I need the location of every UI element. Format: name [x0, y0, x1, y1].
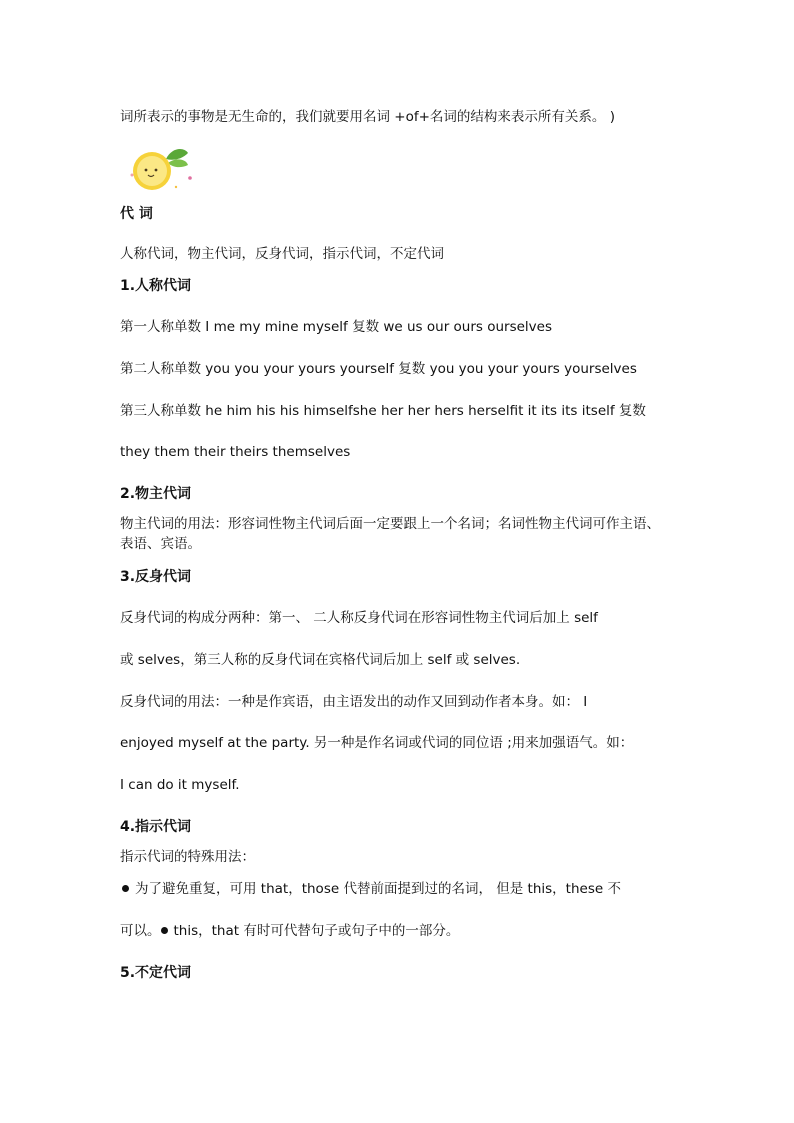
section-heading-5: 5.不定代词	[120, 965, 192, 981]
text-line: enjoyed myself at the party. 另一种是作名词或代词的同位语 ;用来加强语气。如：	[120, 735, 634, 751]
bullet-line	[120, 879, 680, 899]
text-line: they them their theirs themselves	[120, 444, 351, 460]
bullet-icon	[161, 927, 168, 934]
bullet-text: 为了避免重复，可用 that，those 代替前面提到过的名词， 但是 this，these 不	[135, 881, 621, 897]
text-line: 反身代词的用法：一种是作宾语，由主语发出的动作又回到动作者本身。如： I	[120, 694, 588, 710]
section-heading-1: 1.人称代词	[120, 278, 192, 294]
text-line: 反身代词的构成分两种：第一、 二人称反身代词在形容词性物主代词后加上 self	[120, 610, 598, 626]
section-heading-2: 2.物主代词	[120, 486, 192, 502]
text-line: 词所表示的事物是无生命的，我们就要用名词 +of+名词的结构来表示所有关系。 )	[120, 109, 615, 125]
text-line: 或 selves，第三人称的反身代词在宾格代词后加上 self 或 selves.	[120, 652, 521, 668]
section-title: 代 词	[120, 206, 153, 222]
text-line: 第一人称单数 I me my mine myself 复数 we us our ours ourselves	[120, 319, 553, 335]
text-paragraph: 物主代词的用法：形容词性物主代词后面一定要跟上一个名词；名词性物主代词可作主语、表语、宾语。	[120, 516, 660, 552]
text-line: 第三人称单数 he him his his himselfshe her her hers herselfit it its its itself 复数	[120, 403, 646, 419]
text-line: 人称代词，物主代词，反身代词，指示代词，不定代词	[120, 246, 444, 262]
section-heading-4: 4.指示代词	[120, 819, 192, 835]
text-line: 指示代词的特殊用法：	[120, 849, 255, 865]
bullet-icon	[122, 885, 129, 892]
bullet-line	[120, 921, 680, 941]
bullet-text: this，that 有时可代替句子或句子中的一部分。	[173, 923, 460, 939]
lemon-sticker-icon	[128, 145, 198, 193]
text-line: I can do it myself.	[120, 777, 240, 793]
text-line: 第二人称单数 you you your yours yourself 复数 you you your yours yourselves	[120, 361, 637, 377]
text-fragment: 可以。	[120, 923, 161, 939]
section-heading-3: 3.反身代词	[120, 569, 192, 585]
